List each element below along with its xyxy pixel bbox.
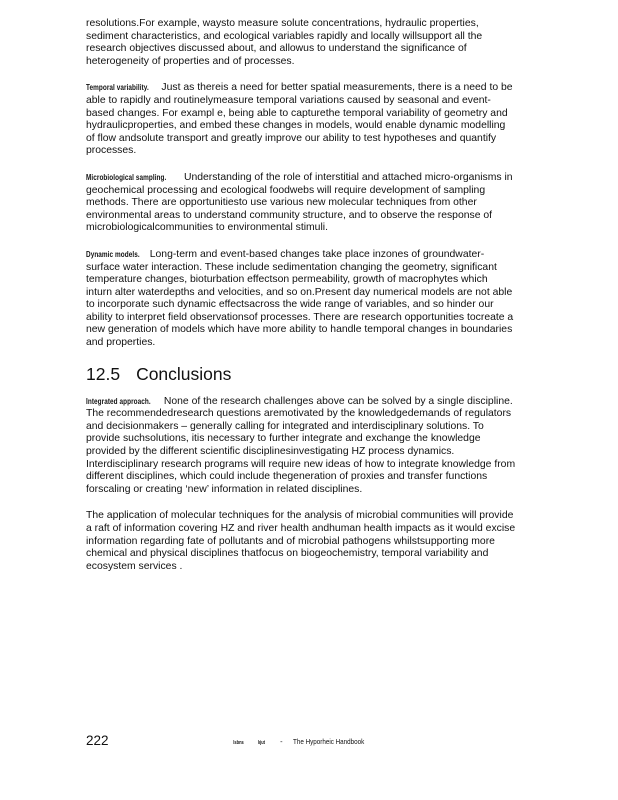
paragraph-text: Long-term and event-based changes take place inzones of groundwater- surface water interaction. These include sedimentation changing the geometry, significant temperature changes, bioturbation effectson permeability, growth of macrophytes which inturn alter waterdepths and velocities, and so on.Present day numerical models are not able to incorporate such dynamic effectsacross the wide range of variables, and so hinder our ability to interpret field observationsof processes. There are research opportunities tocreate a new generation of models which have more ability to handle temporal changes in boundaries and properties.: [86, 248, 514, 349]
runin-heading-dynamic: Dynamic models.: [86, 249, 140, 259]
paragraph-dynamic-models: [86, 249, 516, 350]
page-footer: [86, 733, 516, 749]
runin-heading-temporal: Temporal variability.: [86, 83, 149, 93]
footer-mark-b: lıjut: [258, 740, 266, 746]
page-content: [86, 18, 516, 587]
paragraph-text: None of the research challenges above can be solved by a single discipline. The recommendedresearch questions aremotivated by the knowledgedemands of regulators and decisionmakers – generally calling for integrated and interdisciplinary solutions. To provide suchsolutions, itis necessary to further integrate and exchange the knowledge provided by the different scientific disciplinesinvestigating HZ process dynamics. Interdisciplinary research programs will require new ideas of how to integrate knowledge from different disciplines, which could include thegeneration of proxies and transfer functions forscaling or creating ‘new’ information in related disciplines.: [86, 395, 516, 495]
section-title: Conclusions: [136, 363, 232, 384]
footer-mark-a: lsbns: [233, 740, 244, 746]
paragraph-temporal-variability: [86, 82, 516, 158]
paragraph-text: Just as thereis a need for better spatial measurements, there is a need to be able to rapidly and routinelymeasure temporal variations caused by seasonal and event-based changes. For exampl e, being able to capturethe temporal variability of geometry and hydraulicproperties, and embed these changes in models, would enable dynamic modelling of flow andsolute transport and greatly improve our ability to test hypotheses and quantify processes.: [86, 82, 513, 157]
runin-heading-microbiological: Microbiological sampling.: [86, 172, 167, 182]
footer-book-title: The Hyporheic Handbook: [292, 737, 364, 746]
paragraph-final: The application of molecular techniques for the analysis of microbial communities will provide a raft of information covering HZ and river health andhuman health impacts as it would excise information regarding fate of pollutants and of microbial pathogens whilstsupporting more chemical and physical disciplines thatfocus on biogeochemistry, temporal variability and ecosystem services .: [86, 510, 516, 572]
paragraph-text: Understanding of the role of interstitial and attached micro-organisms in geochemical processing and ecological foodwebs will require development of sampling methods. There are opportunitiesto use various new molecular techniques from other environmental areas to understand community structure, and to observe the response of microbiologicalcommunities to environmental stimuli.: [86, 171, 513, 234]
section-number: 12.5: [86, 363, 121, 384]
footer-separator: -: [280, 737, 283, 746]
paragraph-integrated-approach: [86, 396, 516, 497]
running-footer: [232, 737, 376, 746]
runin-heading-integrated: Integrated approach.: [86, 396, 151, 406]
section-heading: [86, 364, 516, 384]
paragraph-microbiological-sampling: [86, 172, 516, 235]
paragraph-intro: resolutions.For example, waysto measure solute concentrations, hydraulic properties, sediment characteristics, and ecological variables rapidly and locally willsupport all the research objectives discussed about, and allowus to understand the significance of heterogeneity of properties and of processes.: [86, 18, 483, 67]
page-number: 222: [86, 733, 109, 748]
